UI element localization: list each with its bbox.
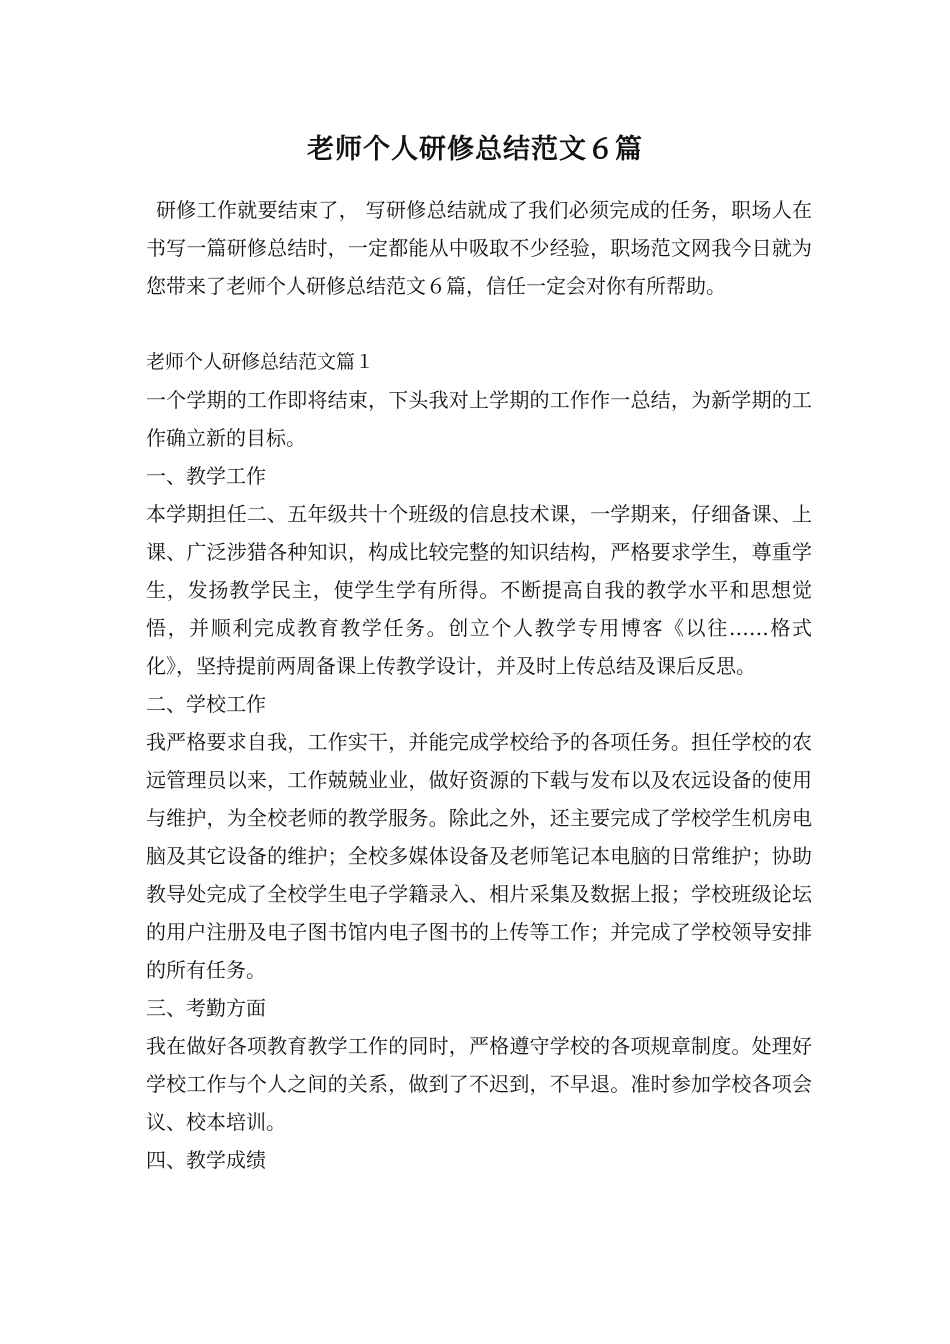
section-heading-results: 四、教学成绩 bbox=[146, 1148, 266, 1172]
section-body-school: 我严格要求自我，工作实干，并能完成学校给予的各项任务。担任学校的农远管理员以来，工作兢兢业业，做好资源的下载与发布以及农远设备的使用与维护，为全校老师的教学服务。除此之外，还主要完成了学校学生机房电脑及其它设备的维护；全校多媒体设备及老师笔记本电脑的日常维护；协助教导处完成了全校学生电子学籍录入、相片采集及数据上报；学校班级论坛的用户注册及电子图书馆内电子图书的上传等工作；并完成了学校领导安排的所有任务。 bbox=[146, 730, 812, 982]
section-body-attendance: 我在做好各项教育教学工作的同时，严格遵守学校的各项规章制度。处理好学校工作与个人之间的关系，做到了不迟到，不早退。准时参加学校各项会议、校本培训。 bbox=[146, 1034, 812, 1134]
section-heading-school: 二、学校工作 bbox=[146, 692, 266, 716]
section-heading-attendance: 三、考勤方面 bbox=[146, 996, 266, 1020]
opening-paragraph: 一个学期的工作即将结束，下头我对上学期的工作作一总结，为新学期的工作确立新的目标。 bbox=[146, 388, 812, 450]
article-heading: 老师个人研修总结范文篇１ bbox=[146, 351, 375, 373]
document-title: 老师个人研修总结范文６篇 bbox=[307, 134, 643, 165]
paragraph-spacer bbox=[146, 305, 812, 343]
document-body bbox=[146, 191, 812, 1179]
section-body-teaching: 本学期担任二、五年级共十个班级的信息技术课，一学期来，仔细备课、上课、广泛涉猎各种知识，构成比较完整的知识结构，严格要求学生，尊重学生，发扬教学民主，使学生学有所得。不断提高自我的教学水平和思想觉悟，并顺利完成教育教学任务。创立个人教学专用博客《以往……格式化》，坚持提前两周备课上传教学设计，并及时上传总结及课后反思。 bbox=[146, 502, 812, 678]
section-heading-teaching: 一、教学工作 bbox=[146, 464, 266, 488]
intro-paragraph: 研修工作就要结束了， 写研修总结就成了我们必须完成的任务，职场人在书写一篇研修总结时，一定都能从中吸取不少经验，职场范文网我今日就为您带来了老师个人研修总结范文６篇，信任一定会对你有所帮助。 bbox=[146, 198, 812, 298]
